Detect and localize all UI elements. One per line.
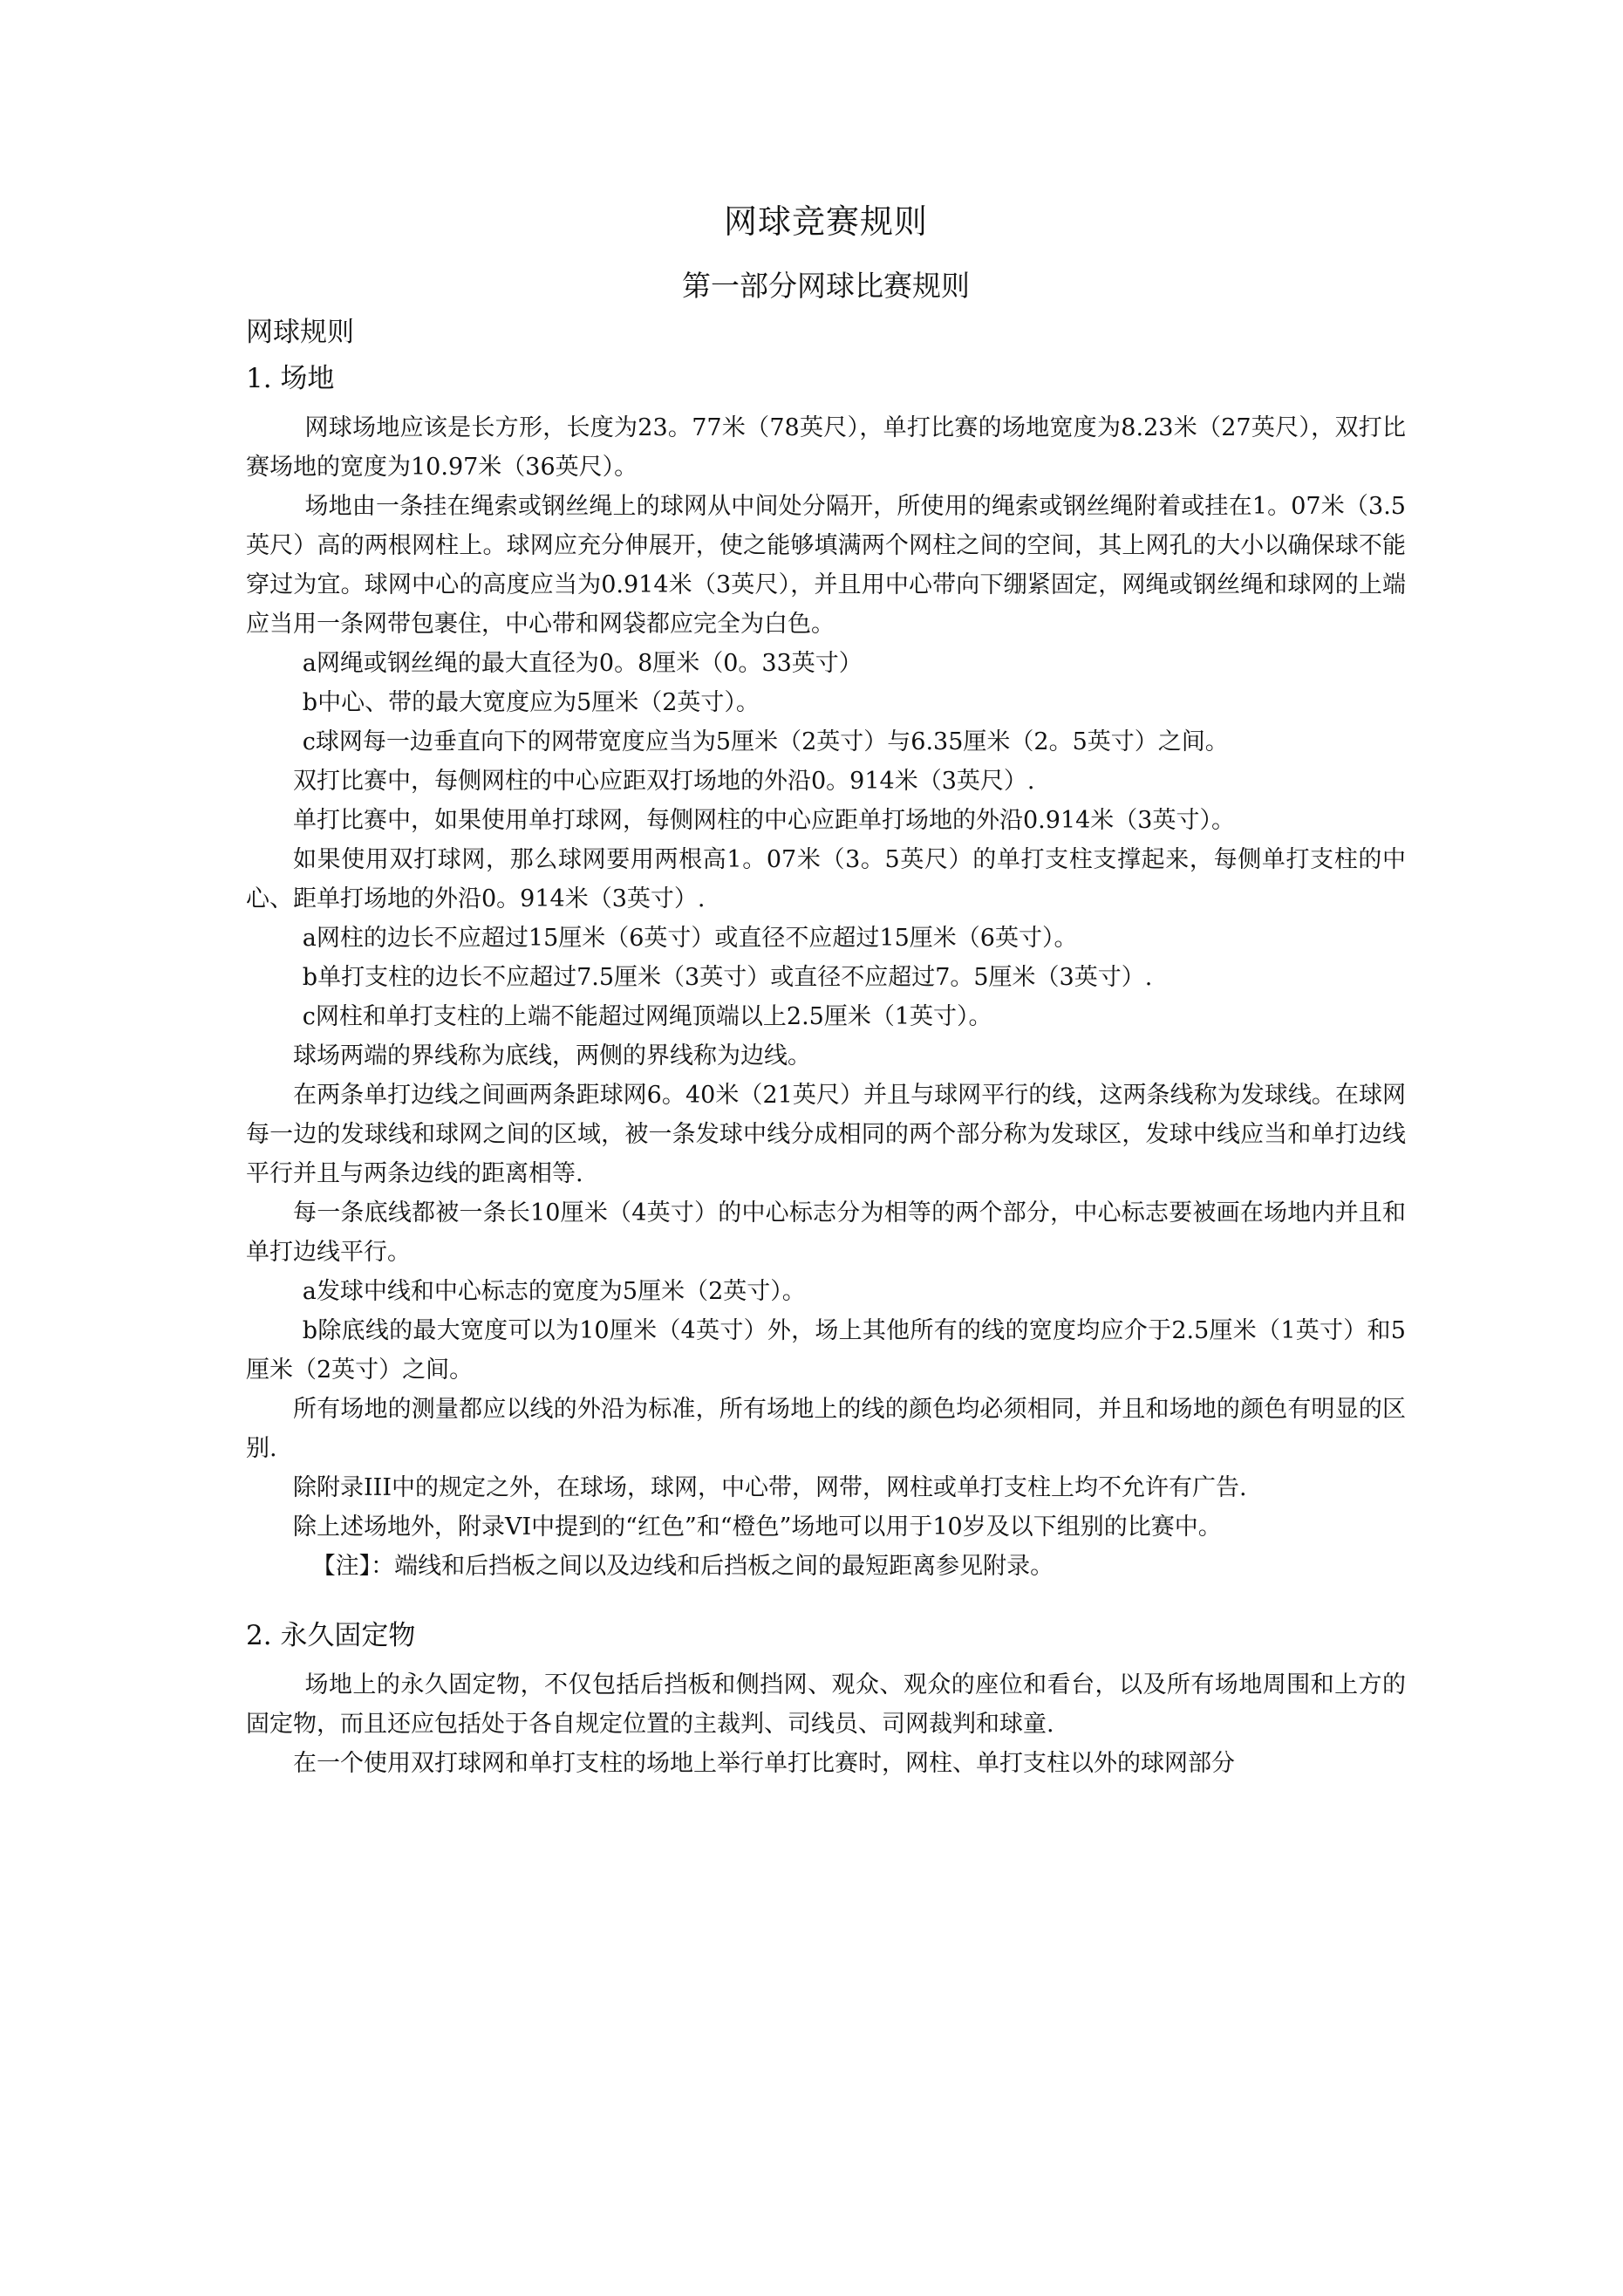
- document-title: 网球竞赛规则: [723, 202, 928, 241]
- section-heading: 2. 永久固定物: [246, 1620, 416, 1651]
- paragraph: 在一个使用双打球网和单打支柱的场地上举行单打比赛时，网柱、单打支柱以外的球网部分: [293, 1750, 1235, 1777]
- paragraph: 所有场地的测量都应以线的外沿为标准，所有场地上的线的颜色均必须相同，并且和场地的颜色有明显的区别.: [246, 1396, 1406, 1462]
- paragraph: 除上述场地外，附录VI中提到的“红色”和“橙色”场地可以用于10岁及以下组别的比赛中。: [293, 1514, 1222, 1541]
- document-subtitle: 第一部分网球比赛规则: [682, 269, 970, 303]
- section-heading: 1. 场地: [246, 363, 335, 394]
- document-page: [246, 202, 1406, 1783]
- paragraph: 单打比赛中，如果使用单打球网，每侧网柱的中心应距单打场地的外沿0.914米（3英寸）。: [293, 807, 1235, 834]
- paragraph: 球场两端的界线称为底线，两侧的界线称为边线。: [293, 1042, 811, 1069]
- section-permanent-fixtures: [246, 1620, 1406, 1783]
- paragraph: a发球中线和中心标志的宽度为5厘米（2英寸）。: [302, 1278, 806, 1305]
- paragraph: c球网每一边垂直向下的网带宽度应当为5厘米（2英寸）与6.35厘米（2。5英寸）之间。: [302, 728, 1229, 755]
- paragraph: 除附录III中的规定之外，在球场，球网，中心带，网带，网柱或单打支柱上均不允许有广告.: [293, 1474, 1247, 1501]
- paragraph: 场地由一条挂在绳索或钢丝绳上的球网从中间处分隔开，所使用的绳索或钢丝绳附着或挂在1。07米（3.5英尺）高的两根网柱上。球网应充分伸展开，使之能够填满两个网柱之间的空间，其上网孔的大小以确保球不能穿过为宜。球网中心的高度应当为0.914米（3英尺），并且用中心带向下绷紧固定，网绳或钢丝绳和球网的上端应当用一条网带包裹住，中心带和网袋都应完全为白色。: [246, 493, 1406, 638]
- paragraph: 双打比赛中，每侧网柱的中心应距双打场地的外沿0。914米（3英尺）.: [293, 768, 1035, 795]
- paragraph: c网柱和单打支柱的上端不能超过网绳顶端以上2.5厘米（1英寸）。: [302, 1003, 992, 1030]
- rules-label: 网球规则: [246, 317, 354, 348]
- paragraph: 如果使用双打球网，那么球网要用两根高1。07米（3。5英尺）的单打支柱支撑起来，每侧单打支柱的中心、距单打场地的外沿0。914米（3英寸）.: [246, 846, 1406, 912]
- note-paragraph: 【注】：端线和后挡板之间以及边线和后挡板之间的最短距离参见附录。: [311, 1553, 1054, 1580]
- paragraph: 场地上的永久固定物，不仅包括后挡板和侧挡网、观众、观众的座位和看台，以及所有场地周围和上方的固定物，而且还应包括处于各自规定位置的主裁判、司线员、司网裁判和球童.: [246, 1671, 1406, 1738]
- paragraph: 在两条单打边线之间画两条距球网6。40米（21英尺）并且与球网平行的线，这两条线称为发球线。在球网每一边的发球线和球网之间的区域，被一条发球中线分成相同的两个部分称为发球区，发球中线应当和单打边线平行并且与两条边线的距离相等.: [246, 1082, 1406, 1187]
- paragraph: b中心、带的最大宽度应为5厘米（2英寸）。: [302, 689, 760, 716]
- section-court: [246, 363, 1406, 1586]
- paragraph: a网柱的边长不应超过15厘米（6英寸）或直径不应超过15厘米（6英寸）。: [302, 925, 1078, 952]
- paragraph: a网绳或钢丝绳的最大直径为0。8厘米（0。33英寸）: [302, 650, 863, 677]
- paragraph: b除底线的最大宽度可以为10厘米（4英寸）外，场上其他所有的线的宽度均应介于2.5厘米（1英寸）和5厘米（2英寸）之间。: [246, 1317, 1406, 1384]
- paragraph: 网球场地应该是长方形，长度为23。77米（78英尺），单打比赛的场地宽度为8.23米（27英尺），双打比赛场地的宽度为10.97米（36英尺）。: [246, 414, 1406, 481]
- paragraph: 每一条底线都被一条长10厘米（4英寸）的中心标志分为相等的两个部分，中心标志要被画在场地内并且和单打边线平行。: [246, 1199, 1406, 1266]
- paragraph: b单打支柱的边长不应超过7.5厘米（3英寸）或直径不应超过7。5厘米（3英寸）.: [302, 964, 1153, 991]
